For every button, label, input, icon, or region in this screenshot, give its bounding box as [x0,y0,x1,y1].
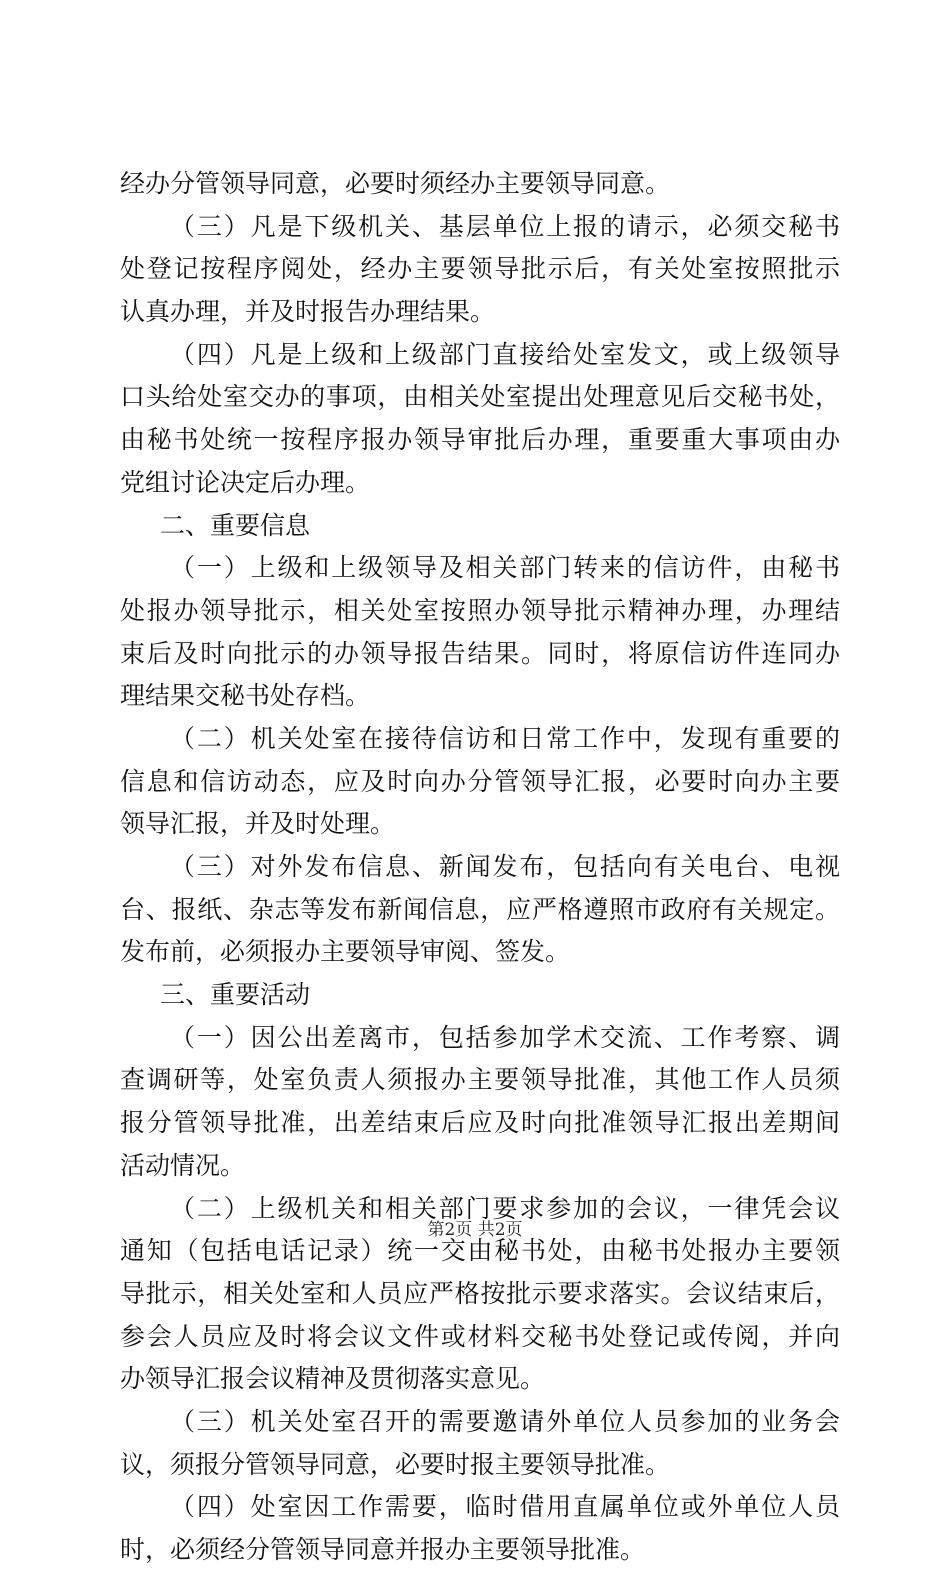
paragraph-line: 党组讨论决定后办理。 [120,467,371,497]
paragraph-line: 活动情况。 [120,1150,246,1180]
page-number-footer: 第2页 共2页 [427,1220,523,1240]
paragraph-line: （一）上级和上级领导及相关部门转来的信访件，由秘书 [170,553,840,583]
paragraph-line: 信息和信访动态，应及时向办分管领导汇报，必要时向办主要 [120,766,840,796]
paragraph-line: 理结果交秘书处存档。 [120,681,371,711]
section-heading: 三、重要活动 [160,980,311,1010]
paragraph-line: （三）凡是下级机关、基层单位上报的请示，必须交秘书 [170,211,840,241]
paragraph-line: （二）机关处室在接待信访和日常工作中，发现有重要的 [170,723,840,753]
paragraph-line: （四）处室因工作需要，临时借用直属单位或外单位人员 [170,1492,840,1522]
paragraph-line: （三）机关处室召开的需要邀请外单位人员参加的业务会 [170,1406,840,1436]
paragraph-line: 束后及时向批示的办领导报告结果。同时，将原信访件连同办 [120,638,840,668]
paragraph-line: 通知（包括电话记录）统一交由秘书处，由秘书处报办主要领 [120,1236,840,1266]
paragraph-line: 报分管领导批准，出差结束后应及时向批准领导汇报出差期间 [120,1108,840,1138]
paragraph-line: （二）上级机关和相关部门要求参加的会议，一律凭会议 [170,1193,840,1223]
paragraph-line: 处登记按程序阅处，经办主要领导批示后，有关处室按照批示 [120,254,840,284]
paragraph-line: 经办分管领导同意，必要时须经办主要领导同意。 [120,169,671,198]
paragraph-line: 领导汇报，并及时处理。 [120,809,396,839]
paragraph-line: （一）因公出差离市，包括参加学术交流、工作考察、调 [170,1022,840,1052]
paragraph-line: 参会人员应及时将会议文件或材料交秘书处登记或传阅，并向 [120,1321,840,1351]
paragraph-line: 查调研等，处室负责人须报办主要领导批准，其他工作人员须 [120,1065,840,1095]
document-body [120,163,840,1572]
paragraph-line: 认真办理，并及时报告办理结果。 [120,297,496,327]
paragraph-line: 导批示，相关处室和人员应严格按批示要求落实。会议结束后， [120,1278,840,1308]
paragraph-line: 时，必须经分管领导同意并报办主要领导批准。 [120,1535,646,1564]
paragraph-line: （四）凡是上级和上级部门直接给处室发文，或上级领导 [170,339,840,369]
paragraph-line: 口头给处室交办的事项，由相关处室提出处理意见后交秘书处， [120,382,840,412]
paragraph-line: （三）对外发布信息、新闻发布，包括向有关电台、电视 [170,852,840,881]
section-heading: 二、重要信息 [160,510,311,540]
paragraph-line: 由秘书处统一按程序报办领导审批后办理，重要重大事项由办 [120,425,840,455]
paragraph-line: 台、报纸、杂志等发布新闻信息，应严格遵照市政府有关规定。 [120,894,840,924]
paragraph-line: 处报办领导批示，相关处室按照办领导批示精神办理，办理结 [120,595,840,625]
paragraph-line: 办领导汇报会议精神及贯彻落实意见。 [120,1364,546,1394]
paragraph-line: 发布前，必须报办主要领导审阅、签发。 [120,937,571,967]
paragraph-line: 议，须报分管领导同意，必要时报主要领导批准。 [120,1449,671,1479]
